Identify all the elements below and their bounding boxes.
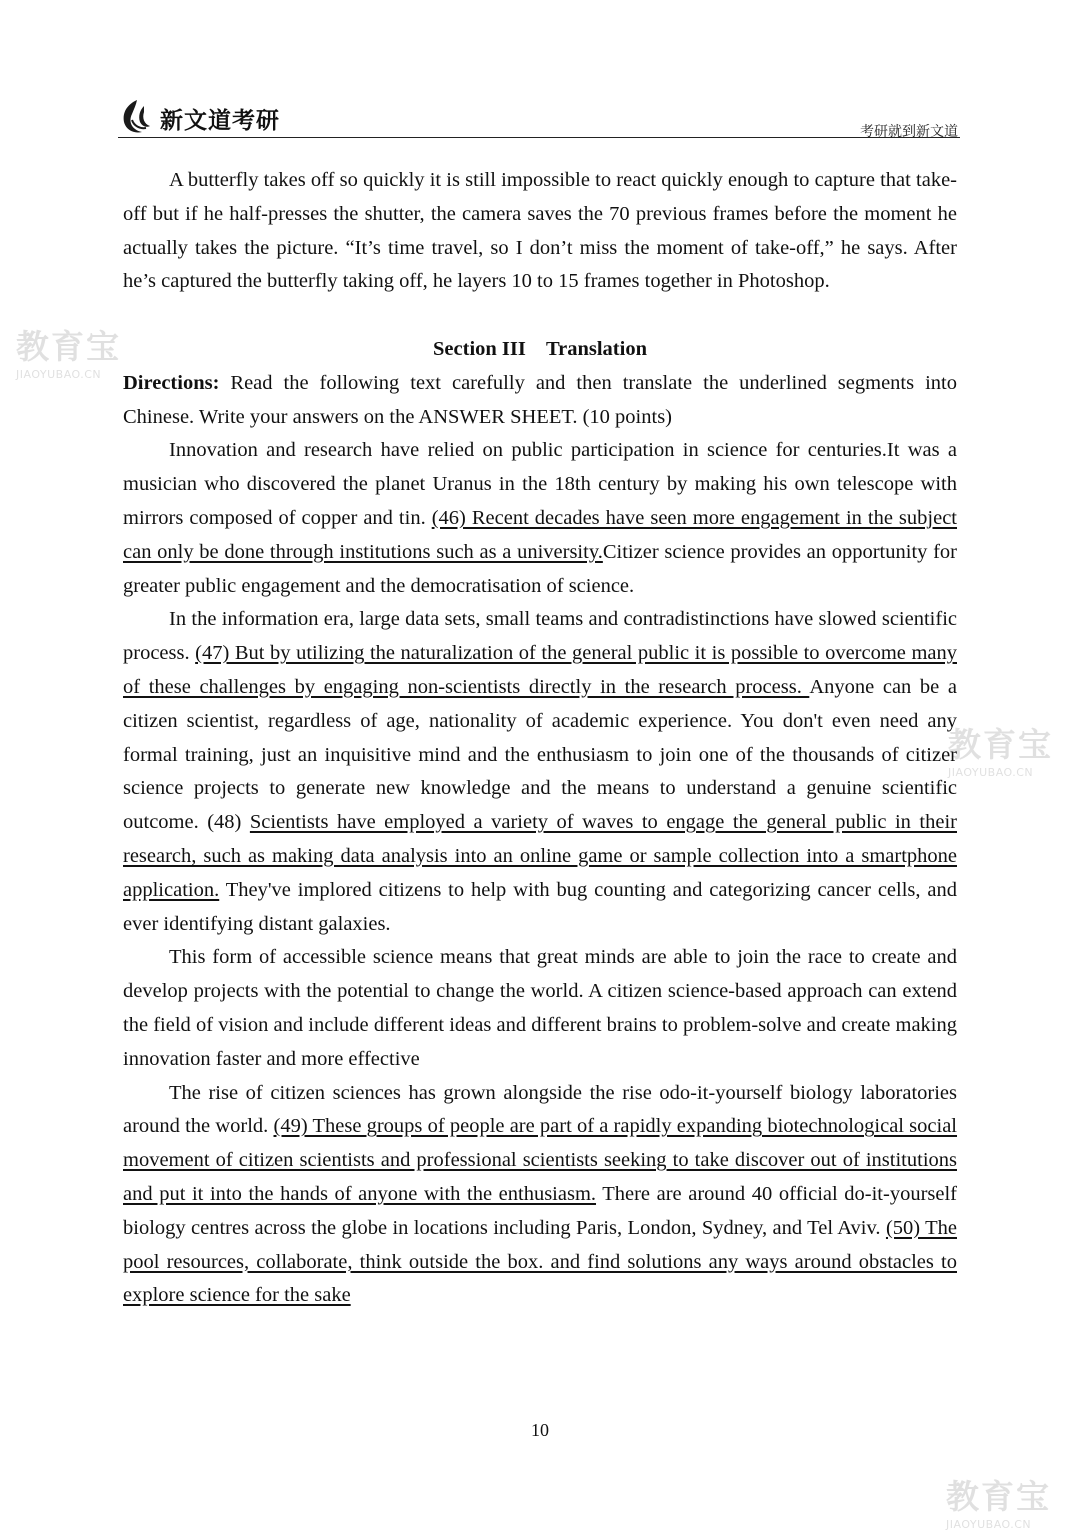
translation-paragraph: In the information era, large data sets, small teams and contradistinctions have slowed scientific process. (47) But by utilizing the naturalization of the general public it is possible to overcome many of these challenges by engaging non-scientists directly in the research process. Anyone can be a citizen scientist, regardless of age, nationality of academic experience. You don't even need any formal training, just an inquisitive mind and the enthusiasm to join one of the thousands of citizer science projects to generate new knowledge and the means to understand a genuine scientific outcome. (48) Scientists have employed a variety of waves to engage the general public in their research, such as making data analysis into an online game or sample collection into a smartphone application. They've implored citizens to help with bug counting and categorizing cancer cells, and ever identifying distant galaxies. — [123, 608, 957, 935]
directions-text: Read the following text carefully and then translate the underlined segments into Chinese. Write your answers on the ANSWER SHEET. (10 points) — [123, 371, 957, 428]
directions — [123, 367, 957, 435]
flame-logo-icon — [118, 98, 156, 136]
underlined-segment-50: (50) The pool resources, collaborate, think outside the box. and find solutions any ways around obstacles to explore science for the sake — [123, 1216, 957, 1307]
watermark-url: JIAOYUBAO.CN — [16, 368, 102, 381]
watermark-text: 教育宝 — [946, 1477, 1051, 1516]
watermark — [16, 328, 134, 390]
page-header — [118, 94, 960, 138]
translation-paragraph: The rise of citizen sciences has grown alongside the rise odo-it-yourself biology laboratories around the world. (49) These groups of people are part of a rapidly expanding biotechnological social movement of citizen scientists and professional scientists seeking to take discover out of institutions and put it into the hands of anyone with the enthusiasm. There are around 40 official do-it-yourself biology centres across the globe in locations including Paris, London, Sydney, and Tel Aviv. (50) The pool resources, collaborate, think outside the box. and find solutions any ways around obstacles to explore science for the sake — [123, 1081, 958, 1307]
directions-label: Directions: — [123, 371, 220, 394]
section-title: Section III Translation — [433, 337, 647, 360]
header-rule — [118, 137, 960, 138]
translation-paragraph: This form of accessible science means that great minds are able to join the race to create and develop projects with the potential to change the world. A citizen science-based approach can extend the field of vision and include different ideas and different brains to problem-solve and create making innovation faster and more effective — [123, 946, 957, 1070]
page-number: 10 — [531, 1420, 549, 1440]
underlined-segment-48: Scientists have employed a variety of waves to engage the general public in their research, such as making data analysis into an online game or sample collection into a smartphone application. — [123, 811, 957, 901]
passage-paragraph: A butterfly takes off so quickly it is still impossible to react quickly enough to capture that take-off but if he half-presses the shutter, the camera saves the 70 previous frames before the moment he actually takes the picture. “It’s time travel, so I don’t miss the moment of take-off,” he says. After he’s captured the butterfly taking off, he layers 10 to 15 frames together in Photoshop. — [123, 169, 957, 293]
underlined-segment-49: (49) These groups of people are part of a rapidly expanding biotechnological social movement of citizen scientists and professional scientists seeking to take discover out of institutions and put it into the hands of anyone with the enthusiasm. — [123, 1115, 958, 1205]
translation-paragraph: Innovation and research have relied on public participation in science for centuries.It was a musician who discovered the planet Uranus in the 18th century by making his own telescope with mirrors composed of copper and tin. (46) Recent decades have seen more engagement in the subject can only be done through institutions such as a university.Citizer science provides an opportunity for greater public engagement and the democratisation of science. — [123, 439, 958, 597]
underlined-segment-47: (47) But by utilizing the naturalization of the general public it is possible to overcome many of these challenges by engaging non-scientists directly in the research process. — [123, 642, 957, 698]
page-body — [123, 164, 957, 1313]
section-gap — [123, 299, 957, 333]
watermark-url: JIAOYUBAO.CN — [948, 766, 1034, 779]
header-slogan: 考研就到新文道 — [860, 124, 958, 140]
underlined-segment-46: (46) Recent decades have seen more engagement in the subject can only be done through institutions such as a university. — [123, 506, 958, 563]
watermark-url: JIAOYUBAO.CN — [946, 1518, 1032, 1531]
watermark-text: 教育宝 — [16, 327, 121, 366]
watermark-text: 教育宝 — [948, 725, 1053, 764]
watermark — [948, 726, 1066, 788]
brand-name: 新文道考研 — [160, 108, 280, 134]
watermark — [946, 1478, 1064, 1540]
